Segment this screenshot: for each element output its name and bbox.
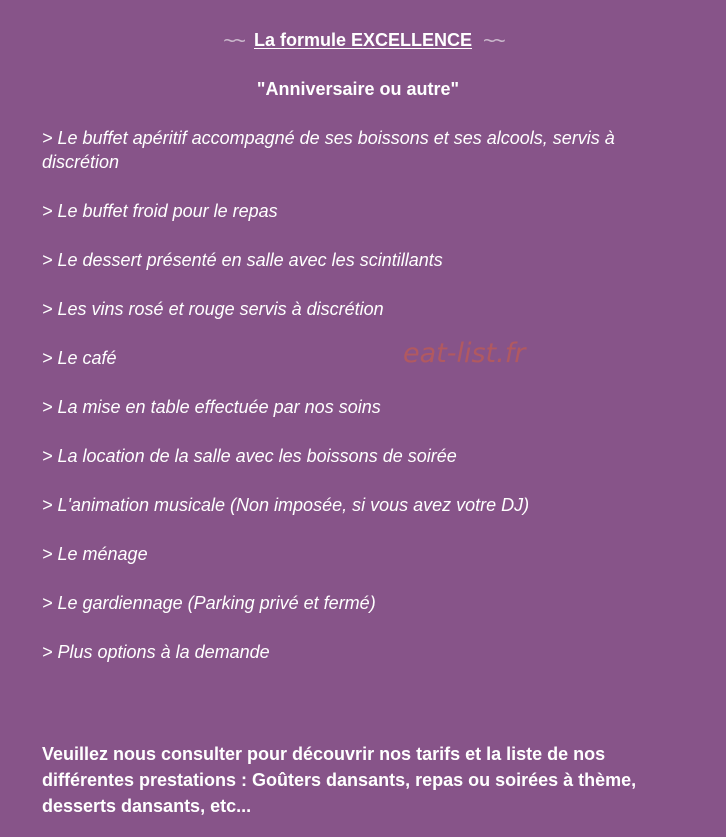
list-item: > Le ménage: [42, 544, 148, 564]
list-item: > Le gardiennage (Parking privé et fermé): [42, 593, 376, 613]
list-item: > Le buffet froid pour le repas: [42, 201, 278, 221]
watermark: eat-list.fr: [403, 338, 526, 369]
list-item: > Le dessert présenté en salle avec les scintillants: [42, 250, 443, 270]
services-list: [42, 126, 692, 689]
list-item: > Le buffet apéritif accompagné de ses boissons et ses alcools, servis à discrétion: [42, 128, 615, 172]
page-title: La formule EXCELLENCE: [253, 30, 473, 50]
list-item: > L'animation musicale (Non imposée, si vous avez votre DJ): [42, 495, 530, 515]
footer-note: Veuillez nous consulter pour découvrir nos tarifs et la liste de nos différentes prestations : Goûters dansants, repas ou soirées à thème, desserts dansants, etc...: [42, 744, 637, 816]
list-item: > Plus options à la demande: [42, 642, 270, 662]
list-item: > La mise en table effectuée par nos soins: [42, 397, 381, 417]
title-row: [0, 29, 726, 52]
list-item: > La location de la salle avec les boissons de soirée: [42, 446, 457, 466]
wave-ornament-left-icon: ~~: [223, 28, 243, 53]
wave-ornament-right-icon: ~~: [483, 28, 503, 53]
page-subtitle: "Anniversaire ou autre": [256, 79, 460, 99]
list-item: > Le café: [42, 348, 117, 368]
list-item: > Les vins rosé et rouge servis à discrétion: [42, 299, 384, 319]
